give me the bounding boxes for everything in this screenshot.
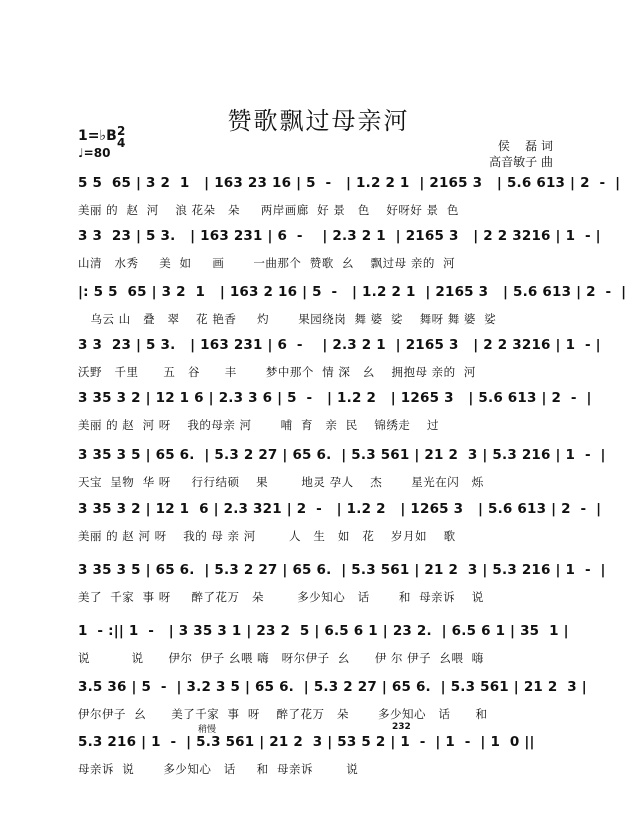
- score-system-7: [78, 501, 602, 544]
- score-system-10: [78, 679, 587, 722]
- page-title: 赞歌飘过母亲河: [227, 107, 410, 135]
- lyrics-line: 美丽 的 赵 河 浪 花朵 朵 两岸画廊 好 景 色 好呀好 景 色: [78, 203, 459, 217]
- score-system-9: [78, 623, 568, 666]
- score-system-2: [78, 228, 601, 271]
- lyrics-line: 天宝 呈物 华 呀 行行结硕 果 地灵 孕人 杰 星光在闪 烁: [78, 475, 484, 489]
- notation-line: 5.3 216 | 1 - | 5.3 561 | 21 2 3 | 53 5 2 | 1 - | 1 - | 1 0 ||: [78, 734, 535, 750]
- notation-line: 3.5 36 | 5 - | 3.2 3 5 | 65 6. | 5.3 2 27 | 65 6. | 5.3 561 | 21 2 3 |: [78, 679, 587, 695]
- lyrics-line: 美丽 的 赵 河 呀 我的 母 亲 河 人 生 如 花 岁月如 歌: [78, 529, 456, 543]
- notation-line: 3 35 3 2 | 12 1 6 | 2.3 321 | 2 - | 1.2 2 | 1265 3 | 5.6 613 | 2 - |: [78, 501, 602, 517]
- lyrics-line: 乌云 山 叠 翠 花 艳香 灼 果园绕岗 舞 婆 娑 舞呀 舞 婆 娑: [78, 312, 497, 326]
- notation-line: 3 35 3 5 | 65 6. | 5.3 2 27 | 65 6. | 5.3 561 | 21 2 3 | 5.3 216 | 1 - |: [78, 447, 606, 463]
- notation-line: 3 3 23 | 5 3. | 163 231 | 6 - | 2.3 2 1 | 2165 3 | 2 2 3216 | 1 - |: [78, 228, 601, 244]
- composer-credit: 高音敏子 曲: [489, 155, 553, 169]
- notation-line: |: 5 5 65 | 3 2 1 | 163 2 16 | 5 - | 1.2 2 1 | 2165 3 | 5.6 613 | 2 - |: [78, 284, 627, 300]
- notation-line: 3 3 23 | 5 3. | 163 231 | 6 - | 2.3 2 1 | 2165 3 | 2 2 3216 | 1 - |: [78, 337, 601, 353]
- notation-line: 5 5 65 | 3 2 1 | 163 23 16 | 5 - | 1.2 2 1 | 2165 3 | 5.6 613 | 2 - |: [78, 175, 621, 191]
- score-system-11: [78, 734, 568, 777]
- score-system-3: [78, 284, 627, 327]
- lyrics-line: 山清 水秀 美 如 画 一曲那个 赞歌 幺 飘过母 亲的 河: [78, 256, 456, 270]
- time-bottom: 4: [117, 136, 126, 150]
- score-system-6: [78, 447, 606, 490]
- key-signature: 1=♭B: [78, 128, 117, 144]
- tempo-change-mark: 稍慢: [198, 725, 217, 735]
- score-system-5: [78, 390, 592, 433]
- tempo-marking: ♩=80: [78, 146, 111, 160]
- time-top: 2: [117, 124, 126, 138]
- score-system-4: [78, 337, 601, 380]
- lyrics-line: 伊尔伊子 幺 美了千家 事 呀 醉了花万 朵 多少知心 话 和: [78, 707, 488, 721]
- time-signature: [117, 125, 125, 149]
- lyricist-credit: 侯 磊 词: [497, 139, 553, 153]
- notation-line: 3 35 3 2 | 12 1 6 | 2.3 3 6 | 5 - | 1.2 2 | 1265 3 | 5.6 613 | 2 - |: [78, 390, 592, 406]
- notation-line: 1 - :|| 1 - | 3 35 3 1 | 23 2 5 | 6.5 6 1 | 23 2. | 6.5 6 1 | 35 1 |: [78, 623, 569, 639]
- lyrics-line: 美丽 的 赵 河 呀 我的母亲 河 哺 育 亲 民 锦绣走 过: [78, 418, 439, 432]
- notation-line: 3 35 3 5 | 65 6. | 5.3 2 27 | 65 6. | 5.3 561 | 21 2 3 | 5.3 216 | 1 - |: [78, 562, 606, 578]
- score-system-1: [78, 175, 621, 218]
- lyrics-line: 沃野 千里 五 谷 丰 梦中那个 情 深 幺 拥抱母 亲的 河: [78, 365, 476, 379]
- score-system-8: [78, 562, 606, 605]
- lyrics-line: 母亲诉 说 多少知心 话 和 母亲诉 说: [78, 762, 359, 776]
- lyrics-line: 说 说 伊尔 伊子 幺喂 嗨 呀尔伊子 幺 伊 尔 伊子 幺喂 嗨: [78, 651, 484, 665]
- lyrics-line: 美了 千家 事 呀 醉了花万 朵 多少知心 话 和 母亲诉 说: [78, 590, 484, 604]
- grace-note-mark: 232: [392, 722, 411, 732]
